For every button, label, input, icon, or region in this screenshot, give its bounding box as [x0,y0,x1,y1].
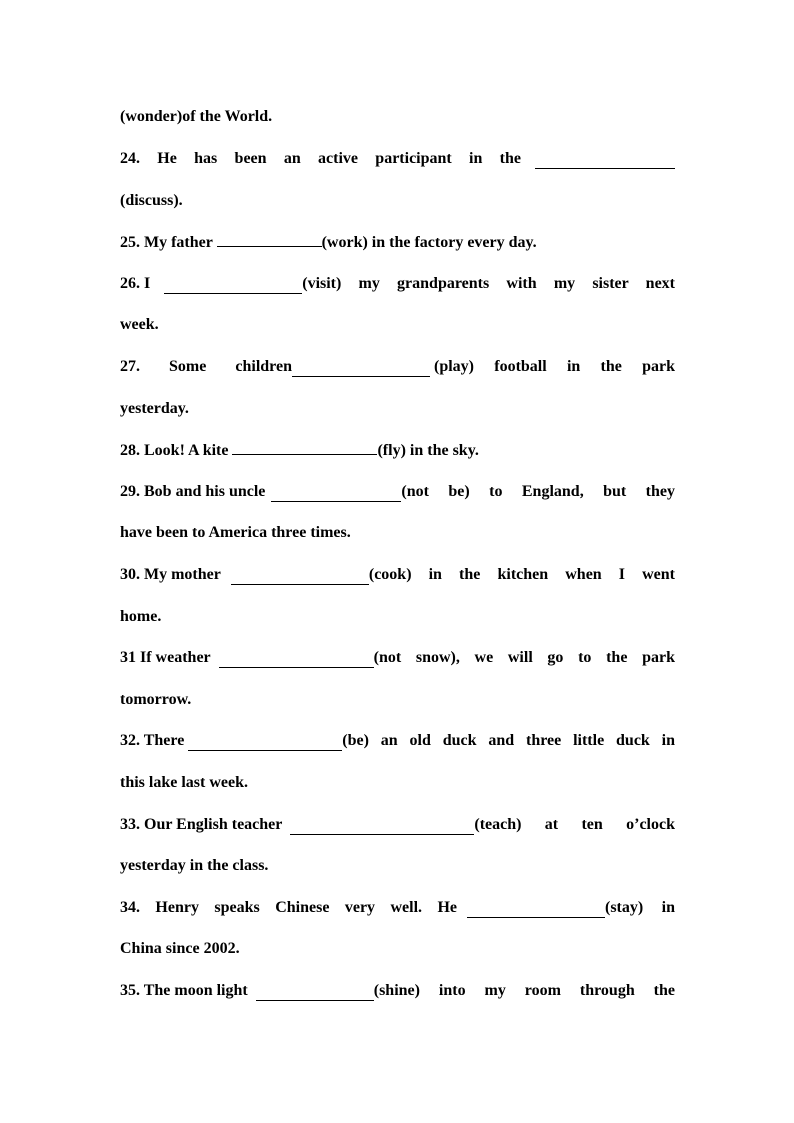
question-text: (teach) at ten o’clock [474,816,675,833]
question-26 [120,274,675,294]
line-china [120,939,675,959]
question-24 [120,149,675,169]
line-yesterday [120,399,675,419]
line-tomorrow [120,690,675,710]
line-text: (discuss). [120,192,183,209]
line-lake [120,773,675,793]
question-27 [120,357,675,377]
answer-blank[interactable] [467,903,605,918]
answer-blank[interactable] [232,440,377,455]
question-text: (stay) in [605,899,675,916]
question-text: (not snow), we will go to the park [373,649,675,666]
answer-blank[interactable] [256,986,374,1001]
question-text: (be) an old duck and three little duck in [342,732,675,749]
question-text: 34. Henry speaks Chinese very well. He [120,899,457,916]
question-text: 32. There [120,732,185,749]
line-text: (wonder)of the World. [120,108,273,125]
answer-blank[interactable] [271,487,401,502]
question-text: (play) football in the park [434,358,675,375]
question-34 [120,898,675,918]
answer-blank[interactable] [290,820,474,835]
line-america [120,523,675,543]
answer-blank[interactable] [164,279,302,294]
question-text: (not be) to England, but they [401,483,675,500]
question-text: 25. My father [120,234,213,251]
question-25 [120,232,675,253]
line-class [120,856,675,876]
question-30 [120,565,675,585]
question-text: 24. He has been an active participant in the [120,150,521,167]
line-text: tomorrow. [120,691,192,708]
line-text: this lake last week. [120,774,248,791]
question-35 [120,981,675,1001]
question-text: 26. I [120,275,151,292]
answer-blank[interactable] [217,232,322,247]
line-text: week. [120,316,159,333]
question-text: (cook) in the kitchen when I went [368,566,675,583]
line-text: home. [120,608,162,625]
answer-blank[interactable] [231,570,369,585]
line-home [120,607,675,627]
question-text: (visit) my grandparents with my sister next [302,275,675,292]
question-text: (shine) into my room through the [373,982,675,999]
question-text: (work) in the factory every day. [321,234,537,251]
line-wonder [120,107,675,127]
answer-blank[interactable] [219,653,374,668]
line-text: have been to America three times. [120,524,351,541]
question-29 [120,482,675,502]
answer-blank[interactable] [535,154,675,169]
question-text: 35. The moon light [120,982,248,999]
line-week [120,315,675,335]
question-text: 31 If weather [120,649,211,666]
question-33 [120,815,675,835]
question-31 [120,648,675,668]
answer-blank[interactable] [292,362,430,377]
line-text: yesterday. [120,400,189,417]
line-text: yesterday in the class. [120,857,269,874]
question-text: 28. Look! A kite [120,442,229,459]
question-text: 27. Some children [120,358,292,375]
question-28 [120,440,675,461]
line-text: China since 2002. [120,940,240,957]
question-text: (fly) in the sky. [377,442,479,459]
line-discuss [120,191,675,211]
question-32 [120,731,675,751]
question-text: 29. Bob and his uncle [120,483,266,500]
answer-blank[interactable] [188,736,342,751]
question-text: 33. Our English teacher [120,816,283,833]
question-text: 30. My mother [120,566,221,583]
